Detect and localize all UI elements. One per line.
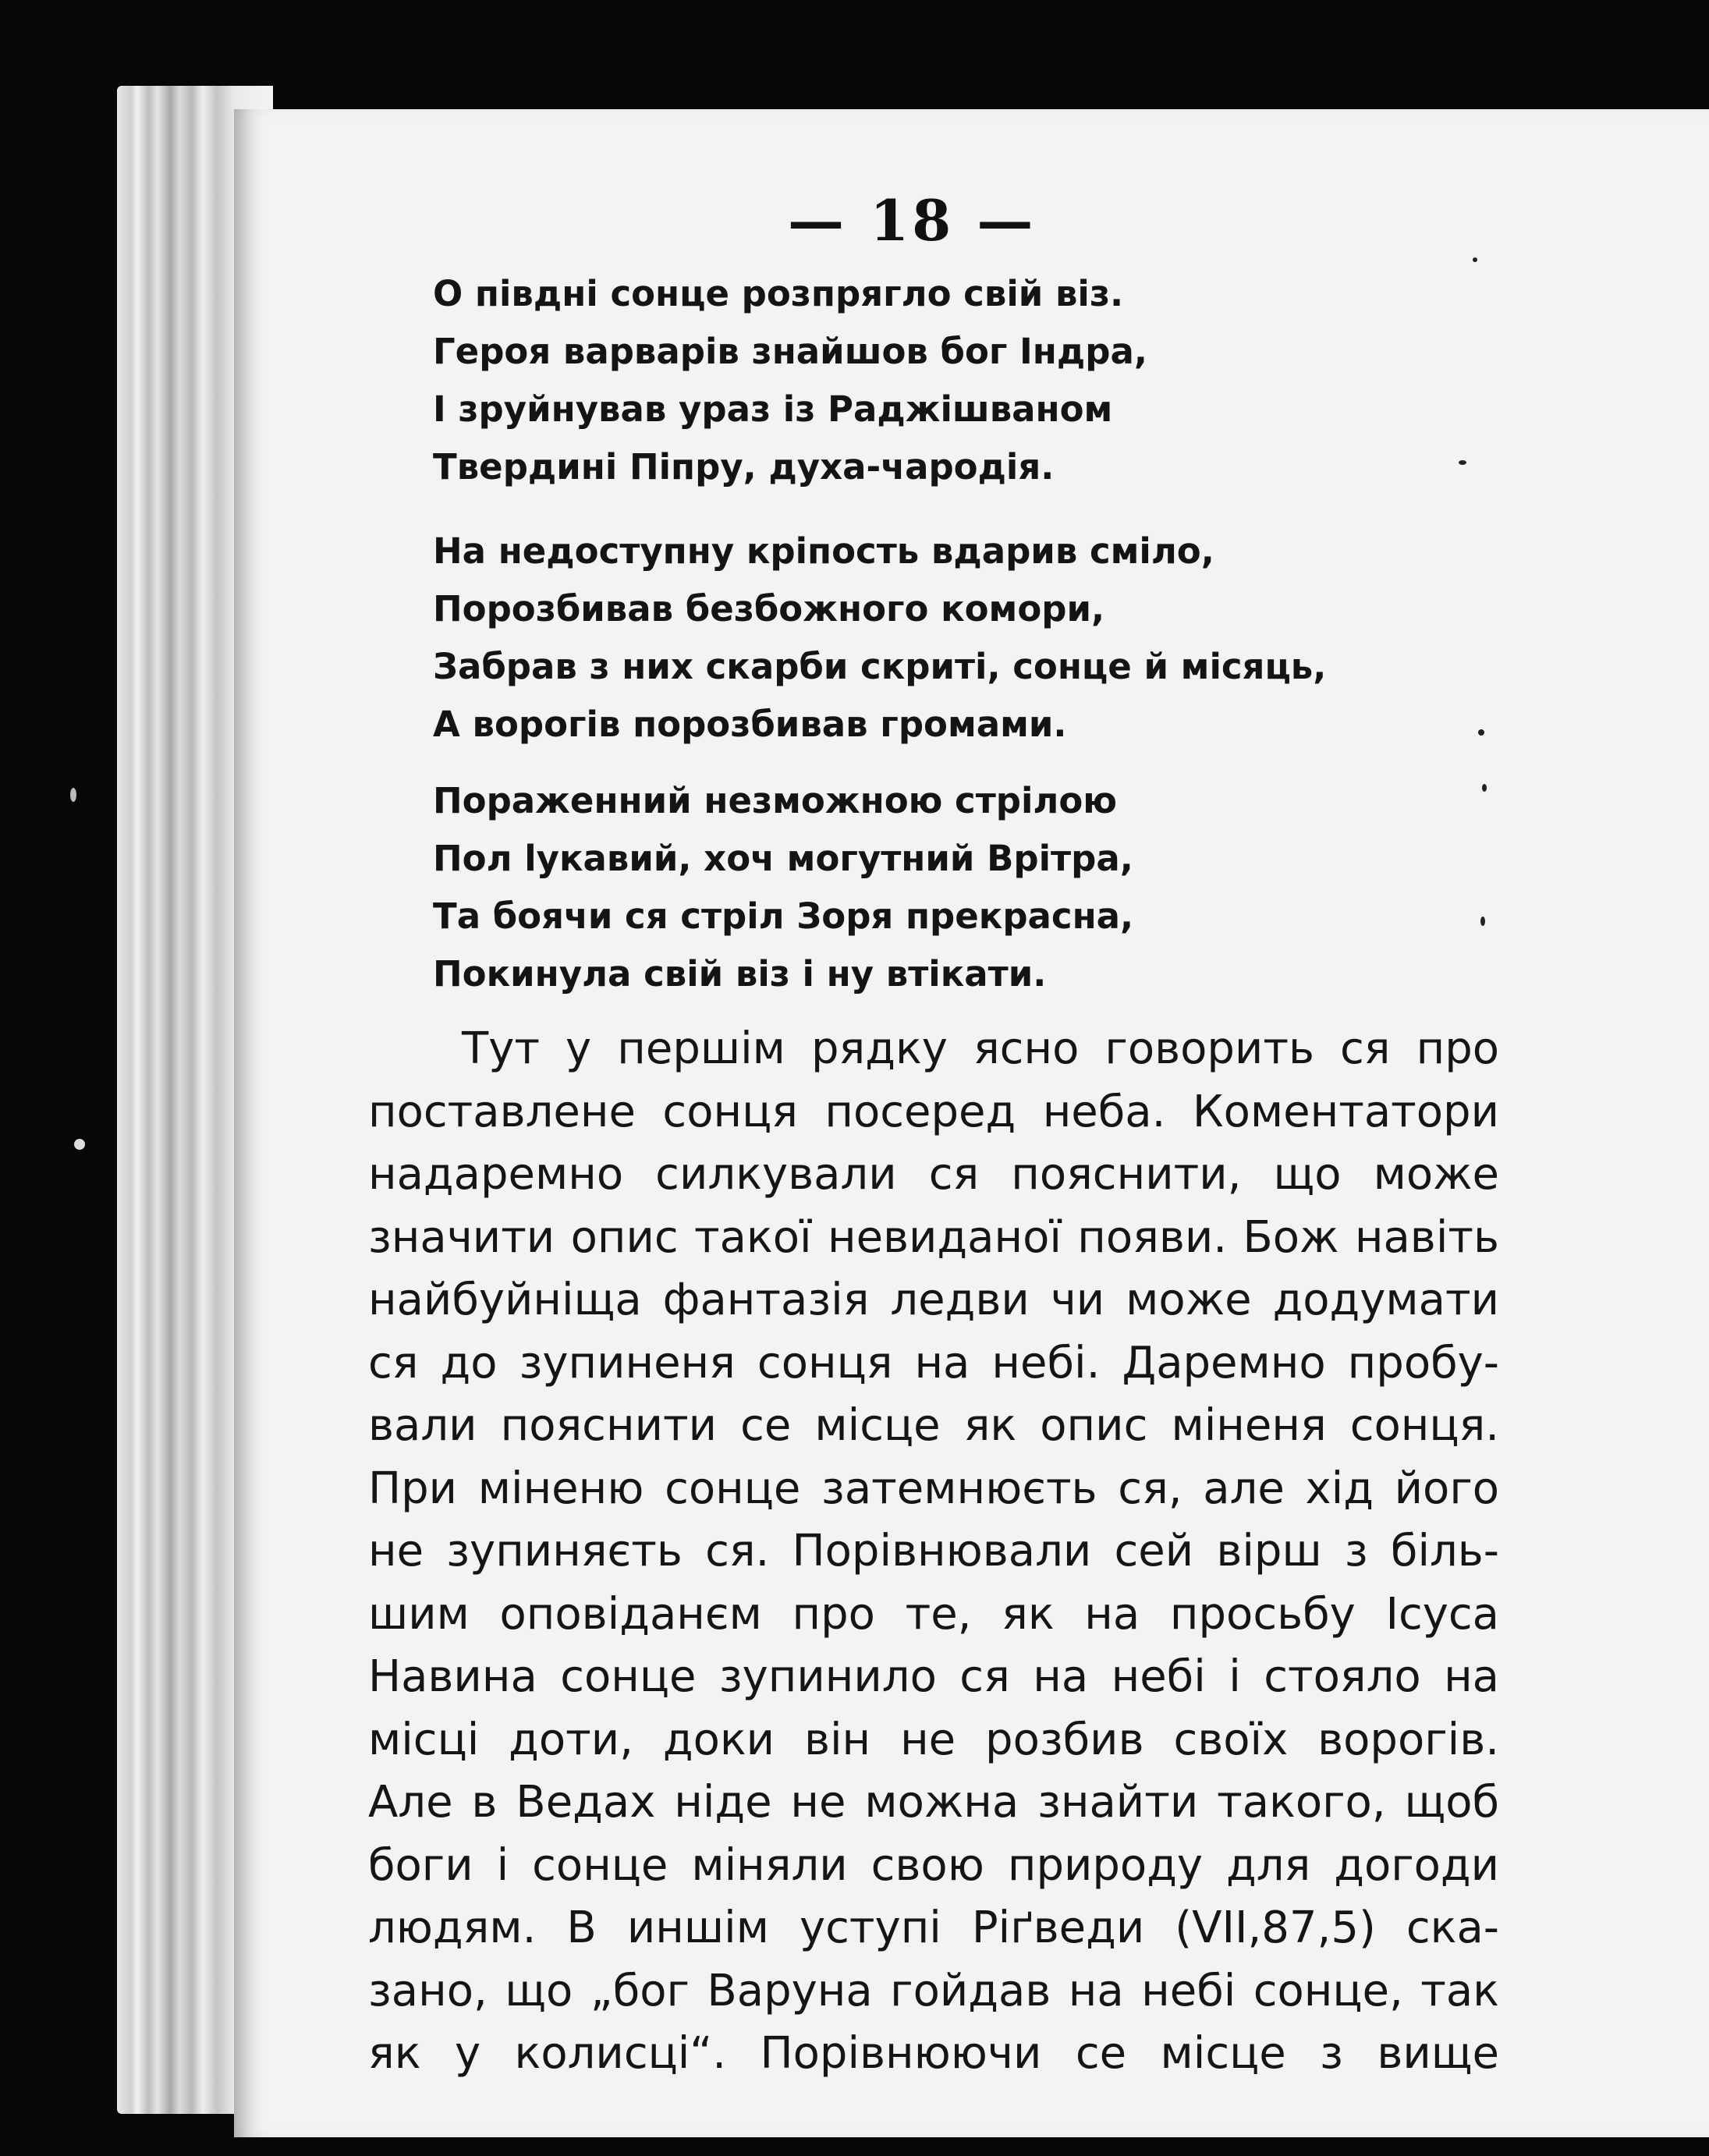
poem-line: Твердині Піпру, духа-чародія. [433,446,1055,488]
prose-line: людям. В иншім уступі Ріґведи (VII,87,5) ска- [368,1902,1499,1953]
poem-stanza [433,523,1326,754]
scan-speck [1480,917,1485,926]
prose-line: шим оповіданєм про те, як на просьбу Ісуса [368,1588,1499,1640]
prose-line: Але в Ведах ніде не можна знайти такого, щоб [368,1777,1499,1828]
poem-stanza [433,772,1133,1003]
page-number: — 18 — [788,187,1037,254]
prose-line: місці доти, доки він не розбив своїх ворогів. [368,1714,1499,1765]
poem-line: І зруйнував ураз із Раджішваном [433,388,1113,430]
prose-line: ся до зупиненя сонця на небі. Даремно пробу- [368,1337,1499,1388]
prose-line: не зупиняєть ся. Порівнювали сей вірш з біль- [368,1526,1499,1576]
prose-line: поставлене сонця посеред неба. Коментатори [368,1086,1499,1137]
poem-line: Забрав з них скарби скриті, сонце й місяць, [433,646,1327,687]
prose-line: зано, що „бог Варуна гойдав на небі сонце, так [368,1965,1499,2016]
poem-line: На недоступну кріпость вдарив сміло, [433,530,1214,572]
scan-speck [70,788,76,802]
poem-line: Пораженний незможною стрілою [433,780,1118,821]
prose-line: як у колисці“. Порівнюючи се місце з вище [368,2028,1499,2079]
poem-line: Героя варварів знайшов бог Індра, [433,331,1147,372]
scan-speck [1473,257,1477,262]
prose-line: найбуйніща фантазія ледви чи може додумати [368,1275,1499,1325]
poem-line: О півдні сонце розпрягло свій віз. [433,273,1124,314]
prose-line: При міненю сонце затемнюєть ся, але хід його [368,1463,1499,1514]
prose-line: надаремно силкували ся пояснити, що може [368,1149,1499,1200]
poem-stanza [433,265,1147,496]
poem-line: Та боячи ся стріл Зоря прекрасна, [433,895,1134,937]
poem-line: Покинула свій віз і ну втікати. [433,953,1047,995]
scan-speck [1482,784,1487,792]
prose-paragraph [368,1018,1499,2086]
poem-line: Порозбивав безбожного комори, [433,588,1105,629]
poem-line: А ворогів порозбивав громами. [433,704,1067,745]
prose-line: значити опис такої невиданої появи. Бож навіть [368,1211,1499,1263]
prose-line: вали пояснити се місце як опис міненя сонця. [368,1400,1499,1451]
prose-line: Тут у першім рядку ясно говорить ся про [462,1023,1499,1074]
prose-line: боги і сонце міняли свою природу для догоди [368,1839,1499,1891]
scan-speck [74,1139,85,1150]
scan-speck [1459,460,1466,465]
prose-line: Навина сонце зупинило ся на небі і стояло на [368,1651,1499,1702]
scan-speck [1478,729,1484,736]
poem-line: Пол lукавий, хоч могутний Врітра, [433,838,1133,879]
